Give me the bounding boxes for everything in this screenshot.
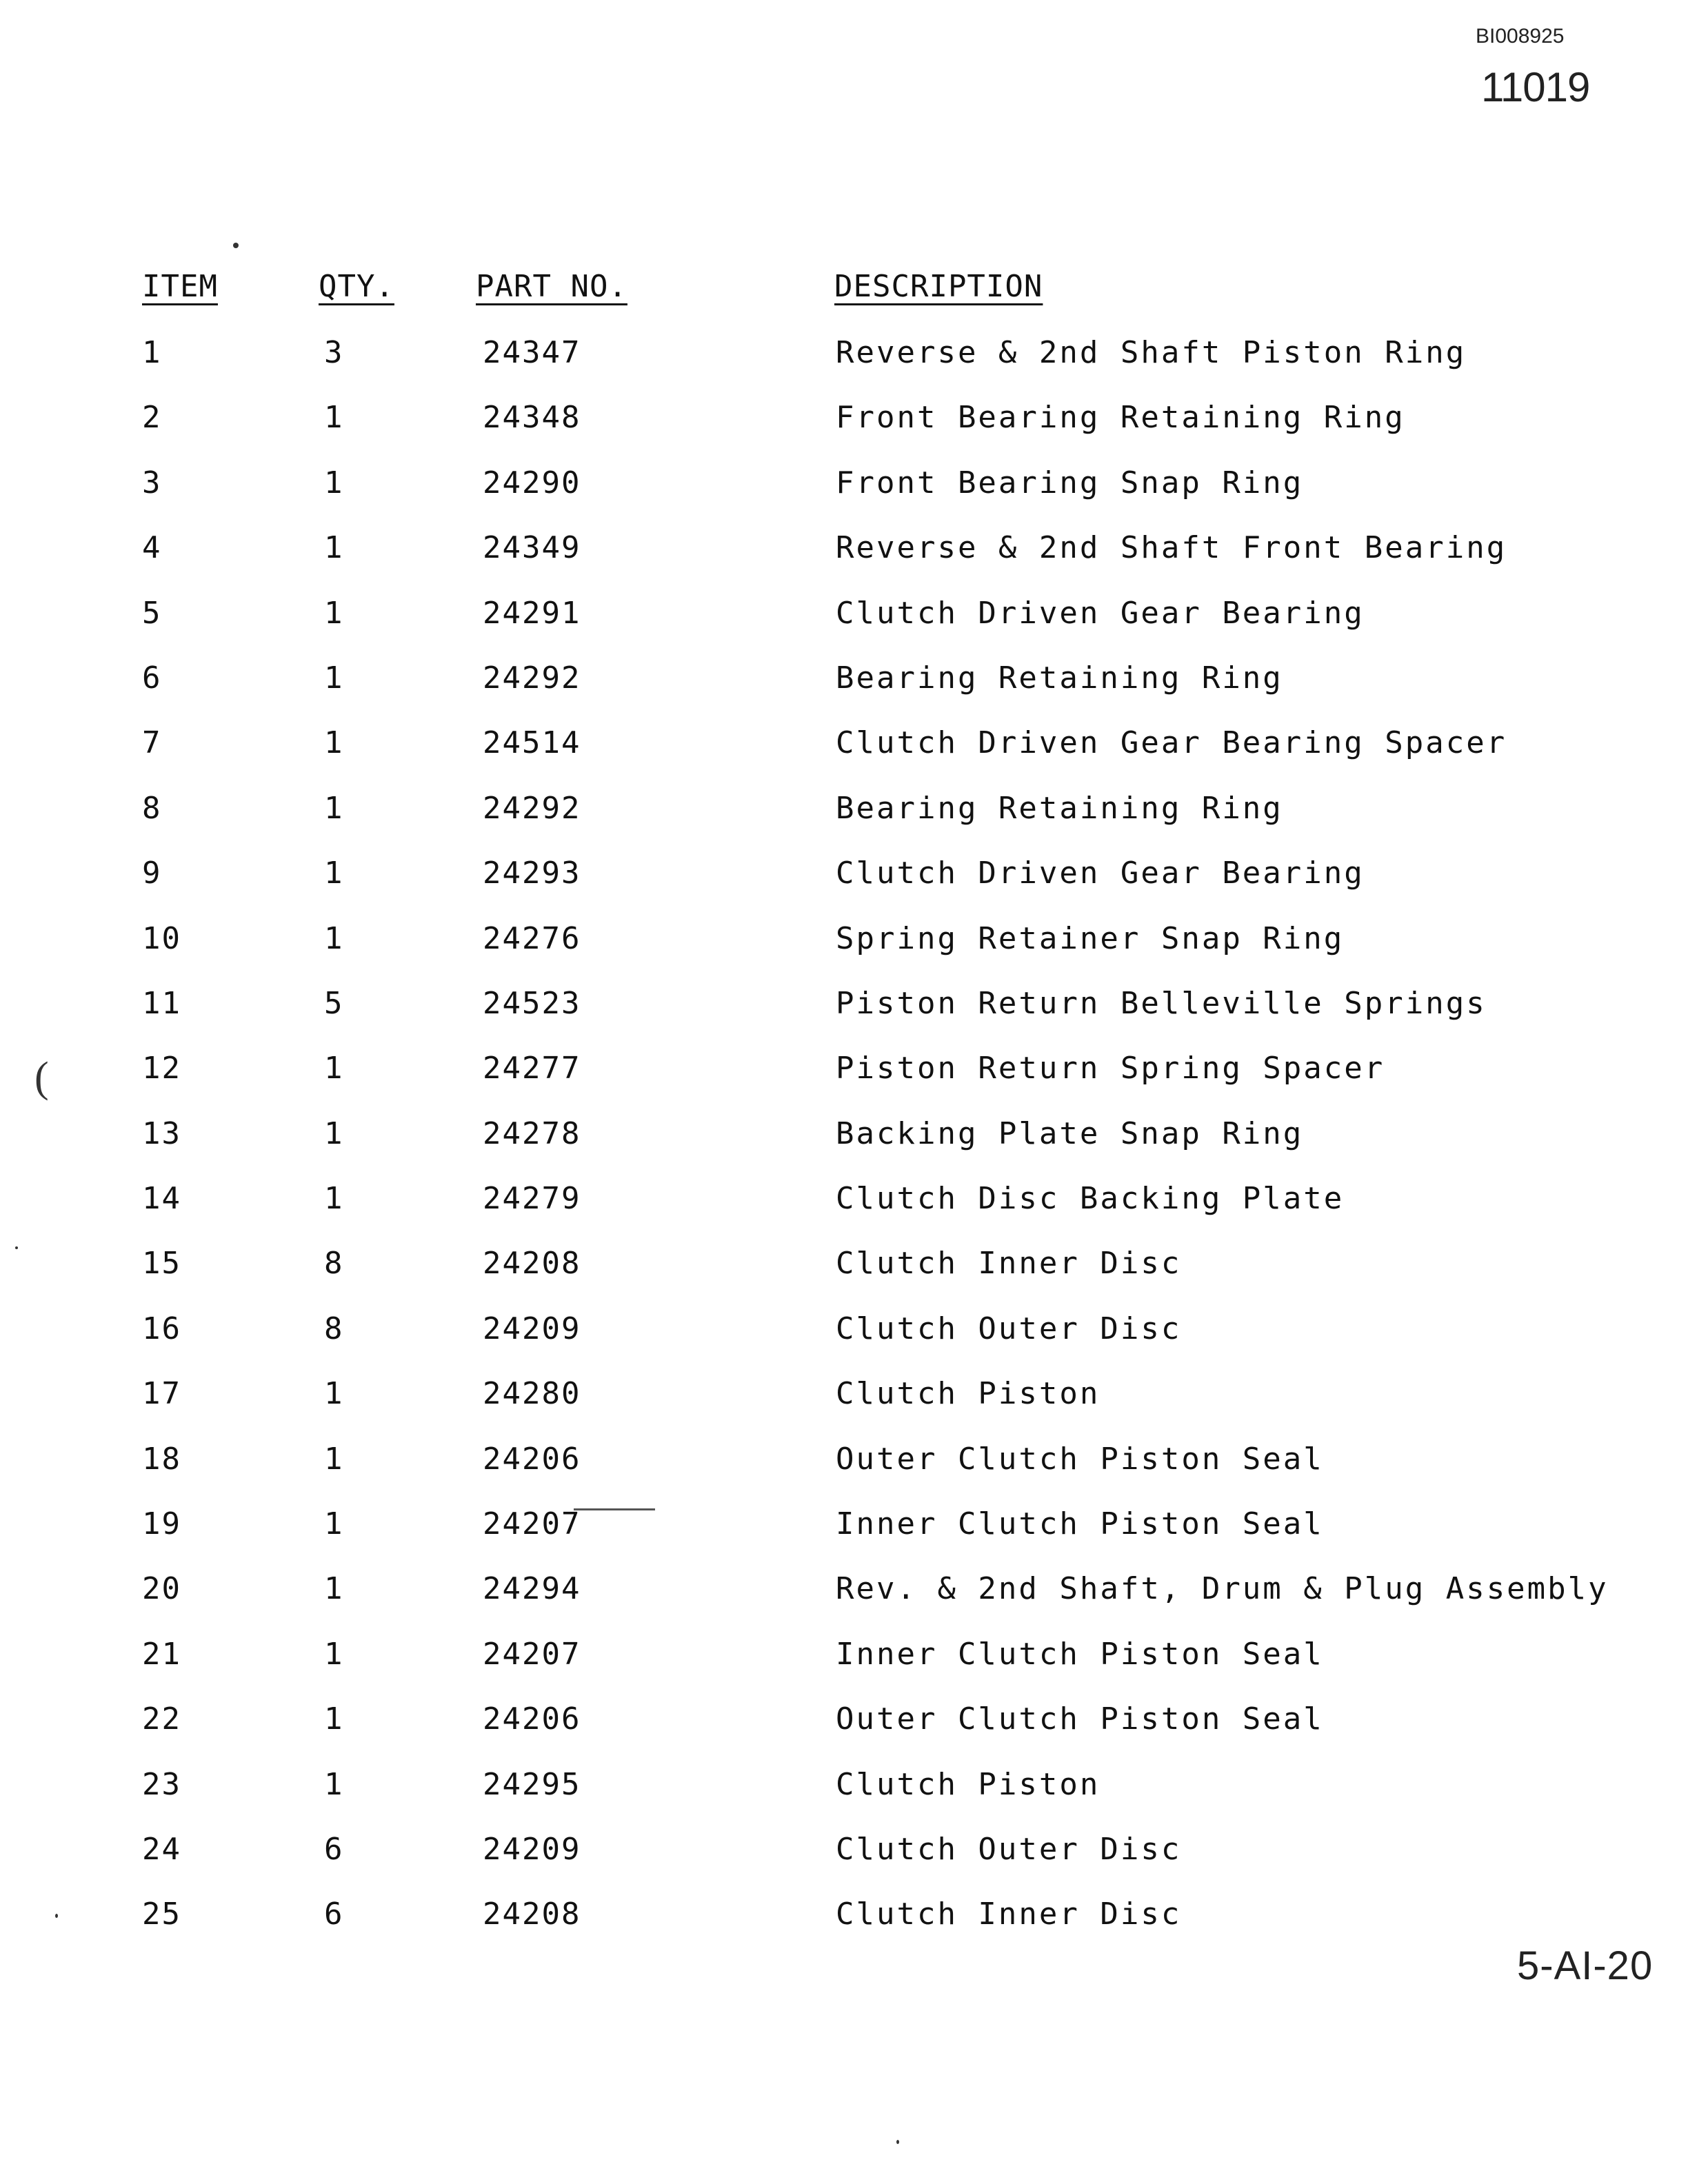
table-row (0, 397, 1688, 462)
part-description: Spring Retainer Snap Ring (836, 920, 1345, 956)
document-id: BI008925 (1476, 25, 1565, 48)
part-description: Outer Clutch Piston Seal (836, 1441, 1324, 1477)
quantity: 1 (324, 1701, 344, 1737)
column-header-part-no: PART NO. (476, 269, 627, 304)
part-description: Clutch Outer Disc (836, 1311, 1182, 1346)
part-description: Clutch Driven Gear Bearing Spacer (836, 725, 1507, 761)
quantity: 1 (324, 1376, 344, 1412)
part-number: 24348 (483, 400, 581, 436)
item-number: 20 (142, 1571, 181, 1607)
item-number: 15 (142, 1246, 181, 1282)
item-number: 3 (142, 465, 162, 501)
table-row (0, 658, 1688, 722)
table-row (0, 1894, 1688, 1959)
table-row (0, 463, 1688, 527)
part-number: 24206 (483, 1441, 581, 1477)
item-number: 6 (142, 660, 162, 696)
item-number: 13 (142, 1115, 181, 1151)
part-description: Bearing Retaining Ring (836, 660, 1283, 696)
table-row (0, 593, 1688, 658)
quantity: 1 (324, 920, 344, 956)
part-number: 24208 (483, 1897, 581, 1932)
quantity: 1 (324, 1115, 344, 1151)
part-number: 24280 (483, 1376, 581, 1412)
item-number: 17 (142, 1376, 181, 1412)
part-number: 24292 (483, 790, 581, 826)
quantity: 1 (324, 660, 344, 696)
quantity: 1 (324, 595, 344, 631)
item-number: 16 (142, 1311, 181, 1346)
table-row (0, 1634, 1688, 1699)
item-number: 4 (142, 530, 162, 566)
quantity: 5 (324, 985, 344, 1021)
quantity: 8 (324, 1311, 344, 1346)
part-description: Front Bearing Snap Ring (836, 465, 1304, 501)
item-number: 25 (142, 1897, 181, 1932)
quantity: 1 (324, 530, 344, 566)
column-header-description: DESCRIPTION (834, 269, 1043, 304)
quantity: 1 (324, 1636, 344, 1672)
part-number: 24349 (483, 530, 581, 566)
part-description: Clutch Driven Gear Bearing (836, 856, 1365, 891)
table-row (0, 527, 1688, 592)
table-row (0, 1048, 1688, 1113)
part-description: Backing Plate Snap Ring (836, 1115, 1304, 1151)
part-description: Clutch Outer Disc (836, 1831, 1182, 1867)
part-number: 24347 (483, 335, 581, 370)
item-number: 14 (142, 1181, 181, 1217)
table-row (0, 918, 1688, 983)
part-number: 24207 (483, 1636, 581, 1672)
part-description: Piston Return Spring Spacer (836, 1051, 1385, 1086)
quantity: 1 (324, 1571, 344, 1607)
part-number: 24291 (483, 595, 581, 631)
part-number: 24206 (483, 1701, 581, 1737)
quantity: 1 (324, 1506, 344, 1542)
part-number: 24207 (483, 1506, 581, 1542)
table-row (0, 1829, 1688, 1894)
table-row (0, 853, 1688, 918)
quantity: 1 (324, 465, 344, 501)
table-row (0, 1243, 1688, 1308)
scan-speck (233, 243, 239, 248)
quantity: 8 (324, 1246, 344, 1282)
table-row (0, 1373, 1688, 1438)
quantity: 1 (324, 1441, 344, 1477)
part-description: Outer Clutch Piston Seal (836, 1701, 1324, 1737)
table-row (0, 983, 1688, 1048)
part-description: Clutch Driven Gear Bearing (836, 595, 1365, 631)
quantity: 1 (324, 725, 344, 761)
quantity: 1 (324, 856, 344, 891)
quantity: 1 (324, 400, 344, 436)
part-number: 24208 (483, 1246, 581, 1282)
part-number: 24279 (483, 1181, 581, 1217)
table-row (0, 1504, 1688, 1568)
page-reference: 5-AI-20 (1517, 1943, 1654, 1988)
item-number: 12 (142, 1051, 181, 1086)
table-row (0, 788, 1688, 853)
part-number: 24277 (483, 1051, 581, 1086)
table-row (0, 1178, 1688, 1243)
item-number: 8 (142, 790, 162, 826)
item-number: 24 (142, 1831, 181, 1867)
table-row (0, 332, 1688, 397)
item-number: 2 (142, 400, 162, 436)
item-number: 18 (142, 1441, 181, 1477)
part-number: 24292 (483, 660, 581, 696)
part-description: Front Bearing Retaining Ring (836, 400, 1405, 436)
part-number: 24278 (483, 1115, 581, 1151)
part-number: 24294 (483, 1571, 581, 1607)
part-number: 24276 (483, 920, 581, 956)
column-header-item: ITEM (142, 269, 218, 304)
part-description: Reverse & 2nd Shaft Piston Ring (836, 335, 1467, 370)
margin-mark: ( (34, 1054, 49, 1101)
item-number: 1 (142, 335, 162, 370)
part-description: Inner Clutch Piston Seal (836, 1506, 1324, 1542)
table-row (0, 1764, 1688, 1829)
quantity: 6 (324, 1831, 344, 1867)
part-description: Clutch Inner Disc (836, 1897, 1182, 1932)
item-number: 9 (142, 856, 162, 891)
table-row (0, 1308, 1688, 1373)
part-description: Clutch Piston (836, 1766, 1101, 1802)
table-row (0, 1568, 1688, 1633)
quantity: 1 (324, 790, 344, 826)
part-number: 24295 (483, 1766, 581, 1802)
quantity: 3 (324, 335, 344, 370)
part-description: Inner Clutch Piston Seal (836, 1636, 1324, 1672)
part-number: 24523 (483, 985, 581, 1021)
page-code: 11019 (1481, 64, 1590, 110)
part-description: Bearing Retaining Ring (836, 790, 1283, 826)
quantity: 1 (324, 1051, 344, 1086)
quantity: 1 (324, 1181, 344, 1217)
item-number: 5 (142, 595, 162, 631)
part-description: Reverse & 2nd Shaft Front Bearing (836, 530, 1507, 566)
part-number: 24290 (483, 465, 581, 501)
part-description: Piston Return Belleville Springs (836, 985, 1487, 1021)
parts-table-header (0, 269, 1688, 310)
item-number: 23 (142, 1766, 181, 1802)
part-description: Rev. & 2nd Shaft, Drum & Plug Assembly (836, 1571, 1609, 1607)
column-header-qty: QTY. (319, 269, 394, 304)
item-number: 11 (142, 985, 181, 1021)
item-number: 21 (142, 1636, 181, 1672)
quantity: 1 (324, 1766, 344, 1802)
table-row (0, 1699, 1688, 1763)
part-description: Clutch Piston (836, 1376, 1101, 1412)
table-row (0, 1439, 1688, 1504)
part-description: Clutch Disc Backing Plate (836, 1181, 1345, 1217)
item-number: 22 (142, 1701, 181, 1737)
item-number: 7 (142, 725, 162, 761)
item-number: 19 (142, 1506, 181, 1542)
table-row (0, 1113, 1688, 1178)
table-row (0, 722, 1688, 787)
quantity: 6 (324, 1897, 344, 1932)
part-number: 24209 (483, 1831, 581, 1867)
part-number: 24209 (483, 1311, 581, 1346)
parts-table-body (0, 332, 1688, 1959)
scan-speck (896, 2140, 899, 2144)
part-number: 24514 (483, 725, 581, 761)
part-number: 24293 (483, 856, 581, 891)
item-number: 10 (142, 920, 181, 956)
part-description: Clutch Inner Disc (836, 1246, 1182, 1282)
